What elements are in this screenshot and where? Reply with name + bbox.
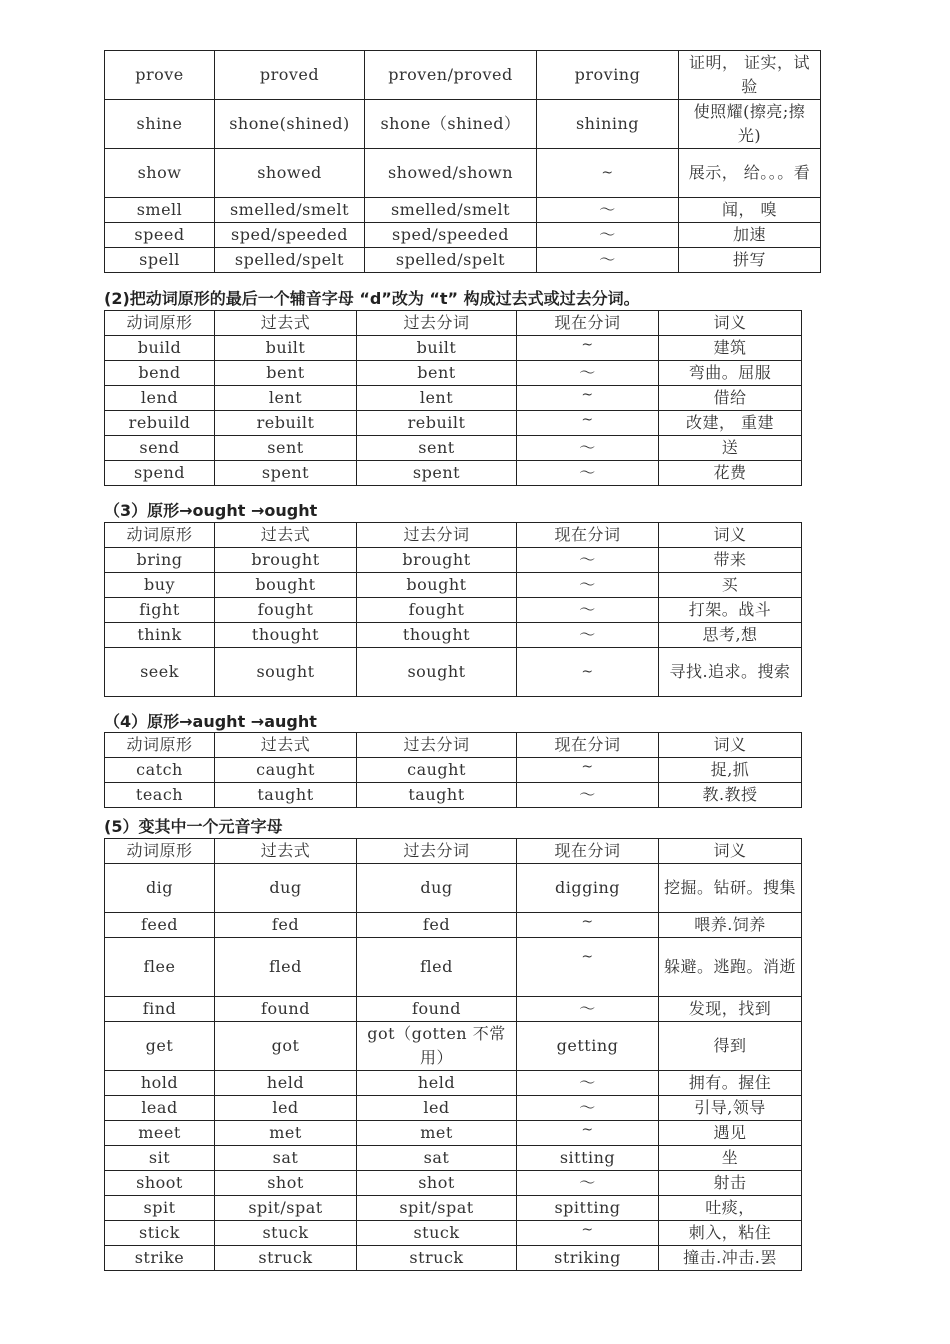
verb-base: flee [105,938,215,997]
verb-base: find [105,997,215,1022]
verb-meaning: 射击 [659,1171,802,1196]
verb-present-participle: ～ [517,361,659,386]
verb-meaning: 引导,领导 [659,1096,802,1121]
table-row [105,623,802,648]
header-past: 过去式 [215,733,357,758]
verb-past: got [215,1022,357,1071]
verb-meaning: 借给 [659,386,802,411]
table-row [105,758,802,783]
verb-present-participle: ~ [537,149,679,198]
verb-past: sat [215,1146,357,1171]
verb-past: fed [215,913,357,938]
table-row [105,938,802,997]
header-past-participle: 过去分词 [357,311,517,336]
verb-past-participle: bought [357,573,517,598]
verb-past: spent [215,461,357,486]
verb-present-participle: ~ [517,386,659,411]
verb-present-participle: ～ [537,198,679,223]
verb-meaning: 吐痰， [659,1196,802,1221]
verb-past: sped/speeded [215,223,365,248]
verb-present-participle: ~ [517,411,659,436]
verb-present-participle: ～ [517,598,659,623]
header-past-participle: 过去分词 [357,523,517,548]
table-row [105,336,802,361]
header-past: 过去式 [215,839,357,864]
verb-present-participle: ~ [517,1121,659,1146]
verb-present-participle: ～ [517,1096,659,1121]
verb-base: think [105,623,215,648]
table-row [105,864,802,913]
verb-base: send [105,436,215,461]
header-base: 动词原形 [105,733,215,758]
section-heading-3: （3）原形→ought →ought [104,501,318,520]
verb-base: stick [105,1221,215,1246]
verb-meaning: 建筑 [659,336,802,361]
verb-table-0 [104,50,821,273]
verb-table-1-wrapper [104,310,802,486]
verb-past-participle: spelled/spelt [365,248,537,273]
verb-present-participle: ~ [517,1221,659,1246]
table-row [105,1221,802,1246]
verb-present-participle: shining [537,100,679,149]
verb-table-2 [104,522,802,697]
verb-past: sought [215,648,357,697]
verb-base: dig [105,864,215,913]
table-header-row [105,311,802,336]
verb-base: smell [105,198,215,223]
table-header-row [105,733,802,758]
verb-meaning: 得到 [659,1022,802,1071]
verb-present-participle: sitting [517,1146,659,1171]
verb-past-participle: held [357,1071,517,1096]
verb-meaning: 带来 [659,548,802,573]
verb-present-participle: ~ [517,758,659,783]
verb-past: spit/spat [215,1196,357,1221]
header-meaning: 词义 [659,311,802,336]
table-row [105,461,802,486]
table-row [105,783,802,808]
verb-past-participle: got（gotten 不常用） [357,1022,517,1071]
verb-past: proved [215,51,365,100]
verb-base: build [105,336,215,361]
table-header-row [105,839,802,864]
verb-present-participle: ～ [517,623,659,648]
table-row [105,149,821,198]
verb-meaning: 闻， 嗅 [679,198,821,223]
verb-past-participle: dug [357,864,517,913]
verb-meaning: 弯曲。屈服 [659,361,802,386]
verb-present-participle: ～ [517,997,659,1022]
verb-table-0-wrapper [104,50,821,273]
verb-past: brought [215,548,357,573]
verb-present-participle: ～ [517,573,659,598]
verb-past-participle: thought [357,623,517,648]
verb-base: hold [105,1071,215,1096]
verb-past-participle: proven/proved [365,51,537,100]
verb-meaning: 思考,想 [659,623,802,648]
verb-meaning: 喂养.饲养 [659,913,802,938]
verb-past-participle: built [357,336,517,361]
table-row [105,1096,802,1121]
verb-past: taught [215,783,357,808]
table-row [105,198,821,223]
header-meaning: 词义 [659,523,802,548]
table-row [105,997,802,1022]
table-row [105,1121,802,1146]
verb-table-1 [104,310,802,486]
verb-past-participle: rebuilt [357,411,517,436]
table-row [105,386,802,411]
verb-meaning: 寻找.追求。搜索 [659,648,802,697]
header-present-participle: 现在分词 [517,733,659,758]
verb-past: struck [215,1246,357,1271]
verb-base: bring [105,548,215,573]
verb-past: spelled/spelt [215,248,365,273]
verb-past-participle: met [357,1121,517,1146]
verb-present-participle: getting [517,1022,659,1071]
verb-table-3 [104,732,802,808]
header-present-participle: 现在分词 [517,311,659,336]
table-row [105,361,802,386]
verb-present-participle: ～ [537,223,679,248]
verb-base: lead [105,1096,215,1121]
verb-base: sit [105,1146,215,1171]
header-present-participle: 现在分词 [517,839,659,864]
verb-present-participle: ～ [517,548,659,573]
table-row [105,100,821,149]
verb-past-participle: stuck [357,1221,517,1246]
verb-past-participle: shot [357,1171,517,1196]
verb-meaning: 花费 [659,461,802,486]
verb-present-participle: ~ [517,648,659,697]
table-header-row [105,523,802,548]
verb-table-3-wrapper [104,732,802,808]
verb-meaning: 撞击.冲击.罢 [659,1246,802,1271]
verb-past: shone(shined) [215,100,365,149]
verb-past-participle: spit/spat [357,1196,517,1221]
verb-meaning: 拥有。握住 [659,1071,802,1096]
table-row [105,51,821,100]
verb-past: showed [215,149,365,198]
verb-meaning: 刺入，粘住 [659,1221,802,1246]
verb-past: lent [215,386,357,411]
table-row [105,1246,802,1271]
verb-meaning: 证明， 证实，试验 [679,51,821,100]
header-base: 动词原形 [105,839,215,864]
verb-past-participle: smelled/smelt [365,198,537,223]
verb-present-participle: ~ [517,336,659,361]
verb-past-participle: spent [357,461,517,486]
verb-past-participle: shone（shined） [365,100,537,149]
verb-past: bent [215,361,357,386]
verb-meaning: 加速 [679,223,821,248]
verb-base: feed [105,913,215,938]
verb-present-participle: ~ [517,938,659,997]
verb-present-participle: digging [517,864,659,913]
verb-past-participle: led [357,1096,517,1121]
verb-present-participle: ～ [517,783,659,808]
verb-base: show [105,149,215,198]
verb-base: shoot [105,1171,215,1196]
verb-base: lend [105,386,215,411]
table-row [105,1196,802,1221]
verb-meaning: 打架。战斗 [659,598,802,623]
verb-past: thought [215,623,357,648]
table-row [105,1171,802,1196]
verb-meaning: 拼写 [679,248,821,273]
verb-meaning: 教.教授 [659,783,802,808]
verb-past: held [215,1071,357,1096]
verb-past-participle: fed [357,913,517,938]
table-row [105,648,802,697]
section-heading-4: （4）原形→aught →aught [104,712,317,731]
verb-past: built [215,336,357,361]
table-row [105,1022,802,1071]
verb-meaning: 发现，找到 [659,997,802,1022]
section-heading-5: (5）变其中一个元音字母 [104,817,283,836]
header-meaning: 词义 [659,733,802,758]
verb-past: smelled/smelt [215,198,365,223]
verb-past-participle: found [357,997,517,1022]
verb-meaning: 躲避。逃跑。消逝 [659,938,802,997]
verb-past-participle: fled [357,938,517,997]
verb-base: rebuild [105,411,215,436]
table-row [105,1071,802,1096]
verb-past: sent [215,436,357,461]
verb-past-participle: taught [357,783,517,808]
verb-base: speed [105,223,215,248]
verb-past: met [215,1121,357,1146]
header-present-participle: 现在分词 [517,523,659,548]
verb-base: meet [105,1121,215,1146]
verb-base: strike [105,1246,215,1271]
verb-base: bend [105,361,215,386]
verb-meaning: 送 [659,436,802,461]
header-meaning: 词义 [659,839,802,864]
table-row [105,411,802,436]
table-row [105,223,821,248]
verb-past: caught [215,758,357,783]
verb-present-participle: ～ [517,436,659,461]
verb-present-participle: proving [537,51,679,100]
section-heading-2: (2)把动词原形的最后一个辅音字母 “d”改为 “t” 构成过去式或过去分词。 [104,289,640,308]
header-base: 动词原形 [105,311,215,336]
verb-present-participle: ～ [517,1171,659,1196]
verb-base: buy [105,573,215,598]
table-row [105,436,802,461]
verb-meaning: 挖掘。钻研。搜集 [659,864,802,913]
verb-past-participle: struck [357,1246,517,1271]
verb-base: spell [105,248,215,273]
verb-past-participle: caught [357,758,517,783]
verb-past-participle: lent [357,386,517,411]
verb-present-participle: spitting [517,1196,659,1221]
verb-past: fought [215,598,357,623]
verb-past: rebuilt [215,411,357,436]
verb-meaning: 捉,抓 [659,758,802,783]
table-row [105,598,802,623]
verb-past: stuck [215,1221,357,1246]
header-past-participle: 过去分词 [357,839,517,864]
header-base: 动词原形 [105,523,215,548]
verb-present-participle: striking [517,1246,659,1271]
verb-base: catch [105,758,215,783]
verb-base: get [105,1022,215,1071]
table-row [105,1146,802,1171]
verb-base: spit [105,1196,215,1221]
verb-meaning: 展示， 给。。。看 [679,149,821,198]
verb-present-participle: ～ [517,1071,659,1096]
verb-past: shot [215,1171,357,1196]
table-row [105,573,802,598]
verb-table-4-wrapper [104,838,802,1271]
verb-past-participle: bent [357,361,517,386]
verb-present-participle: ~ [517,913,659,938]
verb-past: bought [215,573,357,598]
verb-past: dug [215,864,357,913]
verb-past-participle: sent [357,436,517,461]
verb-table-2-wrapper [104,522,802,697]
table-row [105,248,821,273]
header-past-participle: 过去分词 [357,733,517,758]
verb-base: fight [105,598,215,623]
table-row [105,913,802,938]
verb-past-participle: showed/shown [365,149,537,198]
verb-past: fled [215,938,357,997]
verb-present-participle: ～ [517,461,659,486]
header-past: 过去式 [215,523,357,548]
verb-meaning: 遇见 [659,1121,802,1146]
header-past: 过去式 [215,311,357,336]
verb-past-participle: brought [357,548,517,573]
verb-past-participle: sped/speeded [365,223,537,248]
verb-table-4 [104,838,802,1271]
verb-meaning: 坐 [659,1146,802,1171]
verb-meaning: 买 [659,573,802,598]
verb-past: led [215,1096,357,1121]
verb-meaning: 使照耀(擦亮;擦光) [679,100,821,149]
verb-past-participle: fought [357,598,517,623]
verb-meaning: 改建， 重建 [659,411,802,436]
verb-base: spend [105,461,215,486]
verb-past: found [215,997,357,1022]
verb-past-participle: sought [357,648,517,697]
verb-base: prove [105,51,215,100]
table-row [105,548,802,573]
verb-present-participle: ～ [537,248,679,273]
verb-base: shine [105,100,215,149]
verb-base: seek [105,648,215,697]
verb-past-participle: sat [357,1146,517,1171]
verb-base: teach [105,783,215,808]
